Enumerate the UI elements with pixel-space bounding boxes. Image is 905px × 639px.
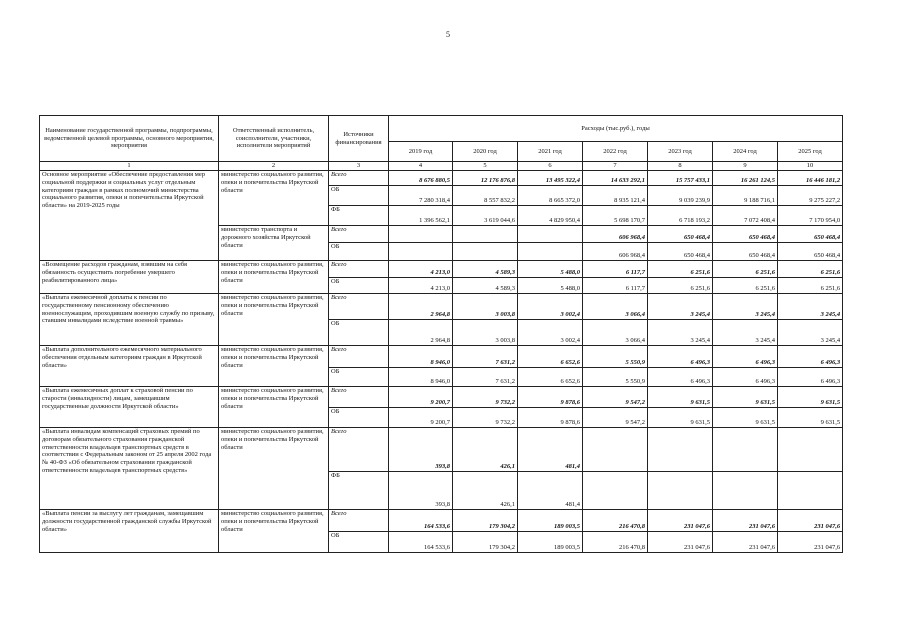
value-cell: 9 275 227,2: [778, 186, 843, 206]
value-cell: 2 964,8: [389, 294, 453, 320]
column-number: 7: [583, 162, 648, 171]
header-year: 2021 год: [518, 142, 583, 162]
value-cell: 231 047,6: [778, 510, 843, 532]
value-cell: 481,4: [518, 428, 583, 472]
value-cell: 216 470,8: [583, 532, 648, 553]
source-cell: ОБ: [329, 532, 389, 553]
executor-name: министерство социального развития, опеки и попечительства Иркутской области: [219, 510, 329, 553]
value-cell: [713, 472, 778, 510]
source-cell: ОБ: [329, 243, 389, 261]
value-cell: 4 589,3: [453, 261, 518, 278]
value-cell: 8 946,0: [389, 368, 453, 387]
value-cell: 393,8: [389, 428, 453, 472]
value-cell: 189 003,5: [518, 510, 583, 532]
source-cell: Всего: [329, 387, 389, 408]
budget-table: [39, 115, 843, 553]
page-number: 5: [446, 30, 450, 39]
table-row: [40, 261, 843, 278]
executor-name: министерство социального развития, опеки и попечительства Иркутской области: [219, 294, 329, 346]
value-cell: 6 251,6: [648, 278, 713, 294]
value-cell: 4 829 950,4: [518, 206, 583, 226]
value-cell: 4 213,0: [389, 278, 453, 294]
value-cell: 2 964,8: [389, 320, 453, 346]
header-year: 2024 год: [713, 142, 778, 162]
value-cell: 216 470,8: [583, 510, 648, 532]
value-cell: 3 245,4: [648, 320, 713, 346]
column-number: 3: [329, 162, 389, 171]
value-cell: 6 496,3: [648, 346, 713, 368]
executor-name: министерство социального развития, опеки и попечительства Иркутской области: [219, 428, 329, 510]
value-cell: 231 047,6: [648, 532, 713, 553]
value-cell: 6 496,3: [713, 368, 778, 387]
measure-name: «Возмещение расходов гражданам, взявшим на себя обязанность осуществить погребение умершего реабилитированного лица»: [40, 261, 219, 294]
value-cell: [778, 472, 843, 510]
source-cell: ФБ: [329, 472, 389, 510]
value-cell: 8 665 372,0: [518, 186, 583, 206]
value-cell: 231 047,6: [648, 510, 713, 532]
value-cell: [453, 226, 518, 243]
value-cell: 8 557 832,2: [453, 186, 518, 206]
value-cell: 650 468,4: [778, 226, 843, 243]
measure-name: «Выплата дополнительного ежемесячного материального обеспечения отдельным категориям граждан в Иркутской области»: [40, 346, 219, 387]
value-cell: 6 496,3: [778, 346, 843, 368]
table-row: [40, 387, 843, 408]
value-cell: 8 946,0: [389, 346, 453, 368]
value-cell: 3 002,4: [518, 320, 583, 346]
value-cell: 6 496,3: [778, 368, 843, 387]
value-cell: 8 935 121,4: [583, 186, 648, 206]
measure-name: «Выплата ежемесячных доплат к страховой пенсии по старости (инвалидности) лицам, замещавшим государственные должности Иркутской области»: [40, 387, 219, 428]
header-year: 2022 год: [583, 142, 648, 162]
value-cell: 6 652,6: [518, 346, 583, 368]
value-cell: 231 047,6: [713, 510, 778, 532]
table-row: [40, 428, 843, 472]
value-cell: [518, 243, 583, 261]
measure-name: «Выплата инвалидам компенсаций страховых премий по договорам обязательного страхования гражданской ответственности владельцев транспортных средств в соответствии с Федеральным законом от 25 апреля 2002 года № 40-ФЗ «Об обязательном страховании гражданской ответственности владельцев транспортных средств»: [40, 428, 219, 510]
table-row: [40, 346, 843, 368]
value-cell: 7 170 954,0: [778, 206, 843, 226]
column-number: 10: [778, 162, 843, 171]
value-cell: 3 245,4: [713, 294, 778, 320]
value-cell: 6 251,6: [648, 261, 713, 278]
value-cell: 5 550,9: [583, 368, 648, 387]
value-cell: 6 251,6: [713, 278, 778, 294]
value-cell: 6 117,7: [583, 278, 648, 294]
header-year: 2019 год: [389, 142, 453, 162]
value-cell: [583, 428, 648, 472]
value-cell: 5 550,9: [583, 346, 648, 368]
value-cell: [389, 243, 453, 261]
value-cell: 650 468,4: [713, 243, 778, 261]
value-cell: [648, 428, 713, 472]
source-cell: Всего: [329, 346, 389, 368]
value-cell: 3 066,4: [583, 320, 648, 346]
measure-name: «Выплата пенсии за выслугу лет гражданам, замещавшим должности государственной гражданской службы Иркутской области»: [40, 510, 219, 553]
column-number: 4: [389, 162, 453, 171]
value-cell: 12 176 876,8: [453, 171, 518, 186]
value-cell: 650 468,4: [648, 226, 713, 243]
source-cell: ОБ: [329, 186, 389, 206]
value-cell: 9 631,5: [778, 408, 843, 428]
header-year: 2020 год: [453, 142, 518, 162]
value-cell: 9 631,5: [713, 408, 778, 428]
column-number: 2: [219, 162, 329, 171]
value-cell: 650 468,4: [713, 226, 778, 243]
column-number: 5: [453, 162, 518, 171]
value-cell: [648, 472, 713, 510]
value-cell: 7 280 318,4: [389, 186, 453, 206]
value-cell: 179 304,2: [453, 532, 518, 553]
value-cell: 9 200,7: [389, 387, 453, 408]
value-cell: 4 213,0: [389, 261, 453, 278]
value-cell: 6 251,6: [778, 261, 843, 278]
value-cell: 9 547,2: [583, 387, 648, 408]
value-cell: 7 631,2: [453, 346, 518, 368]
value-cell: 16 261 124,5: [713, 171, 778, 186]
header-costs: Расходы (тыс.руб.), годы: [389, 116, 843, 142]
value-cell: 7 072 408,4: [713, 206, 778, 226]
executor-name: министерство транспорта и дорожного хозяйства Иркутской области: [219, 226, 329, 261]
executor-name: министерство социального развития, опеки и попечительства Иркутской области: [219, 346, 329, 387]
table-row: [40, 294, 843, 320]
value-cell: 606 968,4: [583, 226, 648, 243]
value-cell: 3 245,4: [778, 320, 843, 346]
value-cell: 6 496,3: [648, 368, 713, 387]
source-cell: ОБ: [329, 278, 389, 294]
table-row: [40, 510, 843, 532]
value-cell: 9 039 239,9: [648, 186, 713, 206]
value-cell: [453, 243, 518, 261]
value-cell: 426,1: [453, 428, 518, 472]
source-cell: Всего: [329, 510, 389, 532]
executor-name: министерство социального развития, опеки и попечительства Иркутской области: [219, 171, 329, 226]
value-cell: 3 245,4: [648, 294, 713, 320]
value-cell: 9 547,2: [583, 408, 648, 428]
value-cell: 481,4: [518, 472, 583, 510]
value-cell: 179 304,2: [453, 510, 518, 532]
column-number: 9: [713, 162, 778, 171]
value-cell: 3 003,8: [453, 320, 518, 346]
value-cell: 3 619 044,6: [453, 206, 518, 226]
value-cell: 164 533,6: [389, 510, 453, 532]
value-cell: 5 488,0: [518, 278, 583, 294]
value-cell: 3 003,8: [453, 294, 518, 320]
value-cell: [389, 226, 453, 243]
value-cell: 3 245,4: [778, 294, 843, 320]
header-source: Источники финансирования: [329, 116, 389, 162]
header-name: Наименование государственной программы, подпрограммы, ведомственной целевой программы, основного мероприятия, мероприятия: [40, 116, 219, 162]
source-cell: Всего: [329, 428, 389, 472]
measure-name: Основное мероприятие «Обеспечение предоставления мер социальной поддержки и социальных услуг отдельным категориям граждан в рамках полномочий министерства социального развития, опеки и попечительства Иркутской области» на 2019-2025 годы: [40, 171, 219, 261]
value-cell: 9 631,5: [713, 387, 778, 408]
source-cell: ОБ: [329, 408, 389, 428]
value-cell: [518, 226, 583, 243]
value-cell: [713, 428, 778, 472]
value-cell: 164 533,6: [389, 532, 453, 553]
header-executor: Ответственный исполнитель, соисполнители, участники, исполнители мероприятий: [219, 116, 329, 162]
executor-name: министерство социального развития, опеки и попечительства Иркутской области: [219, 387, 329, 428]
value-cell: 650 468,4: [648, 243, 713, 261]
value-cell: 9 200,7: [389, 408, 453, 428]
value-cell: 4 589,3: [453, 278, 518, 294]
source-cell: ОБ: [329, 320, 389, 346]
value-cell: 650 468,4: [778, 243, 843, 261]
value-cell: 9 732,2: [453, 387, 518, 408]
source-cell: Всего: [329, 261, 389, 278]
value-cell: 6 251,6: [713, 261, 778, 278]
value-cell: 6 652,6: [518, 368, 583, 387]
executor-name: министерство социального развития, опеки и попечительства Иркутской области: [219, 261, 329, 294]
table-row: [40, 171, 843, 186]
value-cell: 6 117,7: [583, 261, 648, 278]
header-year: 2025 год: [778, 142, 843, 162]
value-cell: 426,1: [453, 472, 518, 510]
value-cell: 15 757 433,1: [648, 171, 713, 186]
value-cell: 8 676 880,5: [389, 171, 453, 186]
value-cell: 393,8: [389, 472, 453, 510]
value-cell: 6 251,6: [778, 278, 843, 294]
value-cell: 6 718 193,2: [648, 206, 713, 226]
value-cell: 16 446 181,2: [778, 171, 843, 186]
value-cell: 3 245,4: [713, 320, 778, 346]
value-cell: 7 631,2: [453, 368, 518, 387]
value-cell: 189 003,5: [518, 532, 583, 553]
source-cell: ОБ: [329, 368, 389, 387]
source-cell: Всего: [329, 226, 389, 243]
value-cell: 1 396 562,1: [389, 206, 453, 226]
source-cell: ФБ: [329, 206, 389, 226]
table-body: [40, 171, 843, 553]
value-cell: 9 188 716,1: [713, 186, 778, 206]
value-cell: 606 968,4: [583, 243, 648, 261]
value-cell: 9 732,2: [453, 408, 518, 428]
value-cell: 231 047,6: [778, 532, 843, 553]
value-cell: [778, 428, 843, 472]
column-number: 6: [518, 162, 583, 171]
header-year: 2023 год: [648, 142, 713, 162]
measure-name: «Выплата ежемесячной доплаты к пенсии по государственному пенсионному обеспечению военнослужащим, проходившим военную службу по призыву, ставшим инвалидами вследствие военной травмы»: [40, 294, 219, 346]
value-cell: 14 633 292,1: [583, 171, 648, 186]
value-cell: 231 047,6: [713, 532, 778, 553]
column-number: 8: [648, 162, 713, 171]
value-cell: 9 631,5: [648, 408, 713, 428]
source-cell: Всего: [329, 294, 389, 320]
value-cell: 9 878,6: [518, 387, 583, 408]
value-cell: 5 698 170,7: [583, 206, 648, 226]
source-cell: Всего: [329, 171, 389, 186]
column-number: 1: [40, 162, 219, 171]
value-cell: 13 495 322,4: [518, 171, 583, 186]
value-cell: 5 488,0: [518, 261, 583, 278]
value-cell: 9 631,5: [778, 387, 843, 408]
value-cell: 6 496,3: [713, 346, 778, 368]
value-cell: [583, 472, 648, 510]
value-cell: 9 878,6: [518, 408, 583, 428]
value-cell: 3 066,4: [583, 294, 648, 320]
value-cell: 3 002,4: [518, 294, 583, 320]
value-cell: 9 631,5: [648, 387, 713, 408]
